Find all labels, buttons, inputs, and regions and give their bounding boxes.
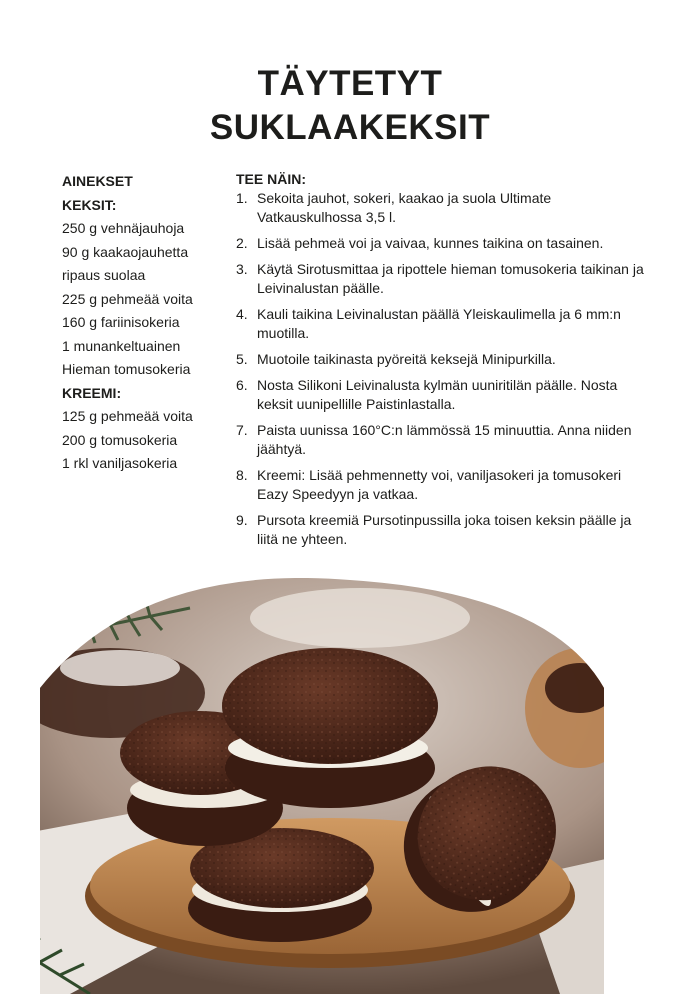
step-item — [236, 234, 656, 253]
step-item — [236, 189, 656, 227]
list-item: 1 munankeltuainen — [62, 337, 181, 354]
ingredients-column — [62, 170, 232, 476]
step-text: Sekoita jauhot, sokeri, kaakao ja suola Ultimate Vatkauskulhossa 3,5 l. — [257, 190, 552, 225]
step-number: 9. — [236, 512, 248, 528]
step-number: 7. — [236, 422, 248, 438]
step-item — [236, 466, 656, 504]
step-item — [236, 511, 656, 549]
list-item: 160 g fariinisokeria — [62, 314, 180, 330]
step-number: 5. — [236, 351, 248, 367]
ingredients-heading: AINEKSET — [62, 173, 133, 189]
title-line-2: SUKLAAKEKSIT — [209, 108, 491, 147]
list-item: 225 g pehmeää voita — [62, 290, 193, 307]
list-item: 250 g vehnäjauhoja — [62, 220, 185, 236]
step-text: Muotoile taikinasta pyöreitä keksejä Minipurkilla. — [257, 351, 556, 367]
step-number: 4. — [236, 306, 248, 322]
method-heading: TEE NÄIN: — [236, 171, 306, 187]
list-item: 1 rkl vaniljasokeria — [62, 455, 178, 471]
cookie-sandwiches-image — [0, 578, 700, 994]
step-text: Kreemi: Lisää pehmennetty voi, vaniljasokeri ja tomusokeri Eazy Speedyyn ja vatkaa. — [257, 467, 622, 502]
step-text: Lisää pehmeä voi ja vaivaa, kunnes taikina on tasainen. — [257, 235, 604, 251]
step-item — [236, 305, 656, 343]
list-item: 200 g tomusokeria — [62, 431, 178, 448]
step-number: 6. — [236, 377, 248, 393]
list-item: 125 g pehmeää voita — [62, 408, 193, 424]
method-column — [236, 170, 656, 556]
steps-list — [236, 189, 656, 549]
step-item — [236, 421, 656, 459]
title-line-1: TÄYTETYT — [257, 64, 443, 103]
cookies-ingredient-list — [62, 217, 232, 382]
list-item: ripaus suolaa — [62, 267, 146, 283]
recipe-title — [0, 62, 700, 150]
step-text: Paista uunissa 160°C:n lämmössä 15 minuuttia. Anna niiden jäähtyä. — [257, 422, 632, 457]
list-item: Hieman tomusokeria — [62, 361, 191, 377]
step-number: 3. — [236, 261, 248, 277]
step-item — [236, 350, 656, 369]
cream-ingredient-list — [62, 405, 232, 476]
step-text: Nosta Silikoni Leivinalusta kylmän uuniritilän päälle. Nosta keksit uunipellille Paistinlastalla. — [257, 377, 618, 412]
list-item: 90 g kaakaojauhetta — [62, 243, 189, 260]
step-number: 1. — [236, 190, 248, 206]
step-item — [236, 260, 656, 298]
step-text: Kauli taikina Leivinalustan päällä Yleiskaulimella ja 6 mm:n muotilla. — [257, 306, 621, 341]
step-text: Käytä Sirotusmittaa ja ripottele hieman tomusokeria taikinan ja Leivinalustan päälle. — [257, 261, 644, 296]
step-item — [236, 376, 656, 414]
step-text: Pursota kreemiä Pursotinpussilla joka toisen keksin päälle ja liitä ne yhteen. — [257, 512, 632, 547]
cookies-section-heading: KEKSIT: — [62, 196, 117, 213]
cream-section-heading: KREEMI: — [62, 384, 122, 401]
step-number: 2. — [236, 235, 248, 251]
step-number: 8. — [236, 467, 248, 483]
